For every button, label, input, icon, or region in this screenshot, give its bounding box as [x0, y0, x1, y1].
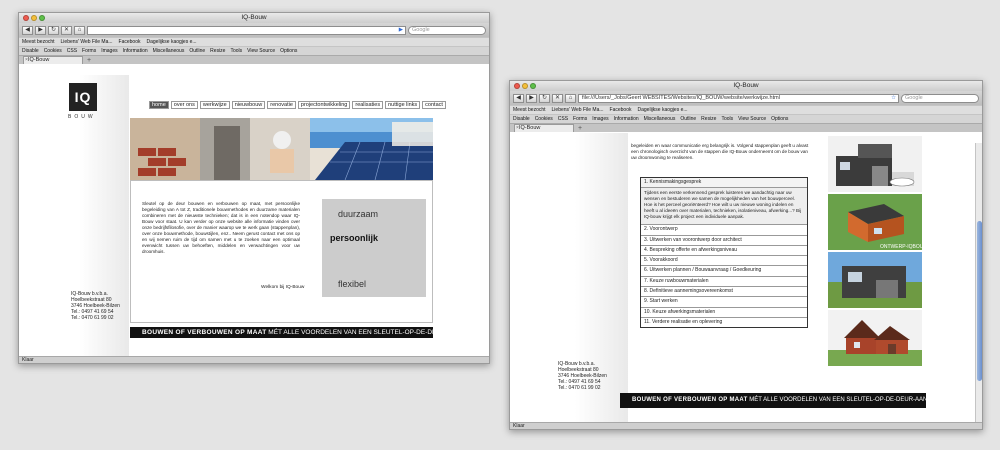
devbar-item[interactable]: Information	[122, 48, 148, 54]
minimize-window-button[interactable]	[31, 15, 37, 21]
status-bar: Klaar	[510, 422, 982, 429]
search-input[interactable]: Google	[901, 94, 979, 103]
address-line: Tel.: 0497 41 69 54	[71, 309, 114, 315]
devbar-item[interactable]: Forms	[82, 48, 97, 54]
bookmarks-bar	[510, 105, 982, 114]
devbar-item[interactable]: Images	[101, 48, 118, 54]
browser-window-home	[18, 12, 490, 364]
hero-banner	[130, 118, 433, 180]
devbar-item[interactable]: Information	[613, 116, 639, 122]
list-item[interactable]: 1. Kennismakingsgesprek	[641, 178, 807, 188]
steps-list	[640, 177, 808, 328]
close-window-button[interactable]	[23, 15, 29, 21]
home-button[interactable]: ⌂	[565, 94, 576, 103]
werkwijze-intro: begeleiden en waar communicatie erg belangrijk is. Volgend stappenplan geeft u alvast een chronologisch overzicht van de stappen die IQ-Bouw onderneemt om de bouw van uw droomwoning te realiseren.	[631, 143, 809, 160]
list-item[interactable]: 7. Keuze ruwbouwmaterialen	[641, 277, 807, 287]
vertical-scrollbar[interactable]	[975, 143, 982, 422]
menu-item-realisaties[interactable]: realisaties	[352, 101, 383, 109]
browser-tab[interactable]: × IQ-Bouw	[23, 56, 83, 64]
reload-button[interactable]: ↻	[48, 26, 59, 35]
list-item[interactable]: 10. Keuze afwerkingsmaterialen	[641, 308, 807, 318]
back-button[interactable]: ◀	[22, 26, 33, 35]
menu-item-contact[interactable]: contact	[422, 101, 446, 109]
devbar-item[interactable]: Disable	[22, 48, 39, 54]
keyword-duurzaam: duurzaam	[338, 209, 379, 219]
devbar-item[interactable]: CSS	[557, 116, 569, 122]
devbar-item[interactable]: Options	[280, 48, 298, 54]
address-line: IQ-Bouw b.v.b.a.	[558, 361, 595, 367]
window-titlebar	[19, 13, 489, 23]
tab-bar	[19, 55, 489, 64]
bookmark-item[interactable]: Liebens' Web File Ma...	[60, 39, 113, 45]
navigation-toolbar	[19, 23, 489, 37]
bookmark-item[interactable]: Facebook	[118, 39, 141, 45]
address-line: Tel.: 0470 61 99 02	[71, 315, 114, 321]
window-title: IQ-Bouw	[241, 14, 267, 21]
slogan-rest: MÉT ALLE VOORDELEN VAN EEN SLEUTEL-OP-DE-DEUR-AANPAK	[747, 397, 939, 403]
address-line: 3746 Hoelbeek-Bilzen	[71, 303, 120, 309]
close-tab-icon[interactable]: ×	[25, 57, 28, 63]
minimize-window-button[interactable]	[522, 83, 528, 89]
browser-tab[interactable]: × IQ-Bouw	[514, 124, 574, 132]
devbar-item[interactable]: Resize	[701, 116, 717, 122]
keywords-panel	[322, 199, 426, 297]
house-image	[828, 252, 922, 308]
address-line: Hoelbeekstraat 80	[558, 367, 599, 373]
slogan-bold: BOUWEN OF VERBOUWEN OP MAAT	[632, 397, 748, 403]
company-address	[71, 291, 120, 321]
logo-subtitle: BOUW	[68, 114, 96, 120]
bookmark-item[interactable]: Meest bezocht	[513, 107, 546, 113]
list-item[interactable]: 9. Start werken	[641, 297, 807, 307]
devbar-item[interactable]: Resize	[210, 48, 226, 54]
devbar-item[interactable]: Cookies	[534, 116, 553, 122]
list-item[interactable]: 5. Voorakkoord	[641, 256, 807, 266]
slogan-rest: MÉT ALLE VOORDELEN VAN EEN SLEUTEL-OP-DE-DEUR-AANPAK	[266, 329, 474, 336]
slogan-bar	[130, 327, 474, 338]
menu-item-projectontwikkeling[interactable]: projectontwikkeling	[298, 101, 350, 109]
devbar-item[interactable]: Miscellaneous	[152, 48, 185, 54]
bookmark-item[interactable]: Dagelijkse kaogjes e...	[146, 39, 197, 45]
new-tab-button[interactable]: +	[578, 125, 583, 132]
welcome-signature: Welkom bij IQ-Bouw	[261, 285, 305, 290]
bookmark-item[interactable]: Dagelijkse kaogjes e...	[637, 107, 688, 113]
slogan-bar	[620, 393, 939, 408]
address-line: IQ-Bouw b.v.b.a.	[71, 291, 108, 297]
menu-item-over-ons[interactable]: over ons	[171, 101, 198, 109]
home-button[interactable]: ⌂	[74, 26, 85, 35]
devbar-item[interactable]: Tools	[230, 48, 243, 54]
scrollbar-thumb[interactable]	[977, 221, 982, 381]
content-panel	[130, 180, 433, 323]
devbar-item[interactable]: Cookies	[43, 48, 62, 54]
devbar-item[interactable]: Miscellaneous	[643, 116, 676, 122]
back-button[interactable]: ◀	[513, 94, 524, 103]
bookmarks-bar	[19, 37, 489, 46]
forward-button[interactable]: ▶	[35, 26, 46, 35]
devbar-item[interactable]: CSS	[66, 48, 78, 54]
web-developer-toolbar	[510, 114, 982, 123]
list-item[interactable]: 4. Bespreking offerte en afwerkingsniveau	[641, 246, 807, 256]
reload-button[interactable]: ↻	[539, 94, 550, 103]
menu-item-werkwijze[interactable]: werkwijze	[200, 101, 230, 109]
house-image	[828, 136, 922, 192]
browser-window-werkwijze	[509, 80, 983, 430]
stop-button[interactable]: ✕	[61, 26, 72, 35]
company-address	[558, 361, 607, 391]
address-bar[interactable]: file:///Users/_Jobs/Geert WEBSITES/Websites/IQ_BOUW/website/werkwijze.html ☆	[578, 94, 899, 103]
list-item[interactable]: 11. Verdere realisatie en oplevering	[644, 318, 723, 325]
devbar-item[interactable]: Disable	[513, 116, 530, 122]
stop-button[interactable]: ✕	[552, 94, 563, 103]
step-description: Tijdens een eerste verkennend gesprek luisteren we aandachtig naar uw wensen en bestuderen we samen de mogelijkheden van het bouwperceel. Hoe is het perceel georiënteerd? Hoe wilt u uw nieuwe woning indelen en heeft u al ideeën over materialen, technieken, isolatieniveau, afwerking...? Bij IQ-bouw krijgt elk project een individuele aanpak.	[641, 188, 807, 225]
address-line: 3746 Hoelbeek-Bilzen	[558, 373, 607, 379]
close-window-button[interactable]	[514, 83, 520, 89]
address-line: Hoelbeekstraat 80	[71, 297, 112, 303]
menu-item-nieuwbouw[interactable]: nieuwbouw	[232, 101, 266, 109]
devbar-item[interactable]: Outline	[680, 116, 697, 122]
devbar-item[interactable]: View Source	[738, 116, 767, 122]
go-arrow-icon[interactable]: ▶	[398, 26, 403, 33]
bookmark-item[interactable]: Meest bezocht	[22, 39, 55, 45]
address-line: Tel.: 0497 41 69 54	[558, 379, 601, 385]
site-logo[interactable]: IQ	[69, 83, 97, 111]
devbar-item[interactable]: View Source	[247, 48, 276, 54]
devbar-item[interactable]: Outline	[189, 48, 206, 54]
slogan-bold: BOUWEN OF VERBOUWEN OP MAAT	[142, 329, 267, 336]
keyword-flexibel: flexibel	[338, 279, 367, 289]
house-caption: ONTWERP-IQBOUW	[880, 244, 929, 250]
welcome-text: Sleutel op de deur bouwen en verbouwen op maat, met persoonlijke begeleiding van A tot Z, traditionele bouwmethodes en duurzame materialen combineren met de nieuwste technieken; dat is in een notendop waar IQ-Bouw voor staat. U kan verder op onze website alle informatie vinden over onze bedrijfsfilosofie, over de manier waarop we te werk gaan (stappenplan), over onze bouwmethode, bouwstijlen, enz.. Neem gerust contact met ons op en wij nemen ruim de tijd om samen met u te zoeken naar een optimaal evenwicht tussen uw behoeften, middelen en verwachtingen voor uw droomhuis.	[142, 201, 300, 254]
zoom-window-button[interactable]	[39, 15, 45, 21]
devbar-item[interactable]: Forms	[573, 116, 588, 122]
devbar-item[interactable]: Options	[771, 116, 789, 122]
list-item[interactable]: 6. Uitwerken plannen / Bouwaanvraag / Goedkeuring	[641, 266, 807, 276]
close-tab-icon[interactable]: ×	[516, 125, 519, 131]
list-item[interactable]: 8. Definitieve aannemingsovereenkomst	[641, 287, 807, 297]
menu-item-home[interactable]: home	[149, 101, 169, 109]
menu-item-nuttige-links[interactable]: nuttige links	[385, 101, 420, 109]
window-titlebar	[510, 81, 982, 91]
web-developer-toolbar	[19, 46, 489, 55]
bookmark-item[interactable]: Liebens' Web File Ma...	[551, 107, 604, 113]
search-input[interactable]: Google	[408, 26, 486, 35]
house-image	[828, 194, 929, 250]
address-line: Tel.: 0470 61 99 02	[558, 385, 601, 391]
status-bar: Klaar	[19, 356, 489, 363]
bookmark-star-icon[interactable]: ☆	[891, 94, 896, 101]
bookmark-item[interactable]: Facebook	[609, 107, 632, 113]
tab-bar	[510, 123, 982, 132]
new-tab-button[interactable]: +	[87, 57, 92, 64]
devbar-item[interactable]: Tools	[721, 116, 734, 122]
site-menu	[149, 101, 446, 109]
address-bar[interactable]	[87, 26, 406, 35]
house-renders	[828, 136, 929, 368]
zoom-window-button[interactable]	[530, 83, 536, 89]
navigation-toolbar	[510, 91, 982, 105]
menu-item-renovatie[interactable]: renovatie	[267, 101, 296, 109]
window-title: IQ-Bouw	[733, 82, 759, 89]
list-item[interactable]: 2. Voorontwerp	[641, 225, 807, 235]
hero-collage-image	[130, 118, 433, 180]
devbar-item[interactable]: Images	[592, 116, 609, 122]
list-item[interactable]: 3. Uitwerken van voorontwerp door architect	[641, 236, 807, 246]
keyword-persoonlijk: persoonlijk	[330, 233, 379, 243]
house-image	[828, 310, 922, 366]
forward-button[interactable]: ▶	[526, 94, 537, 103]
